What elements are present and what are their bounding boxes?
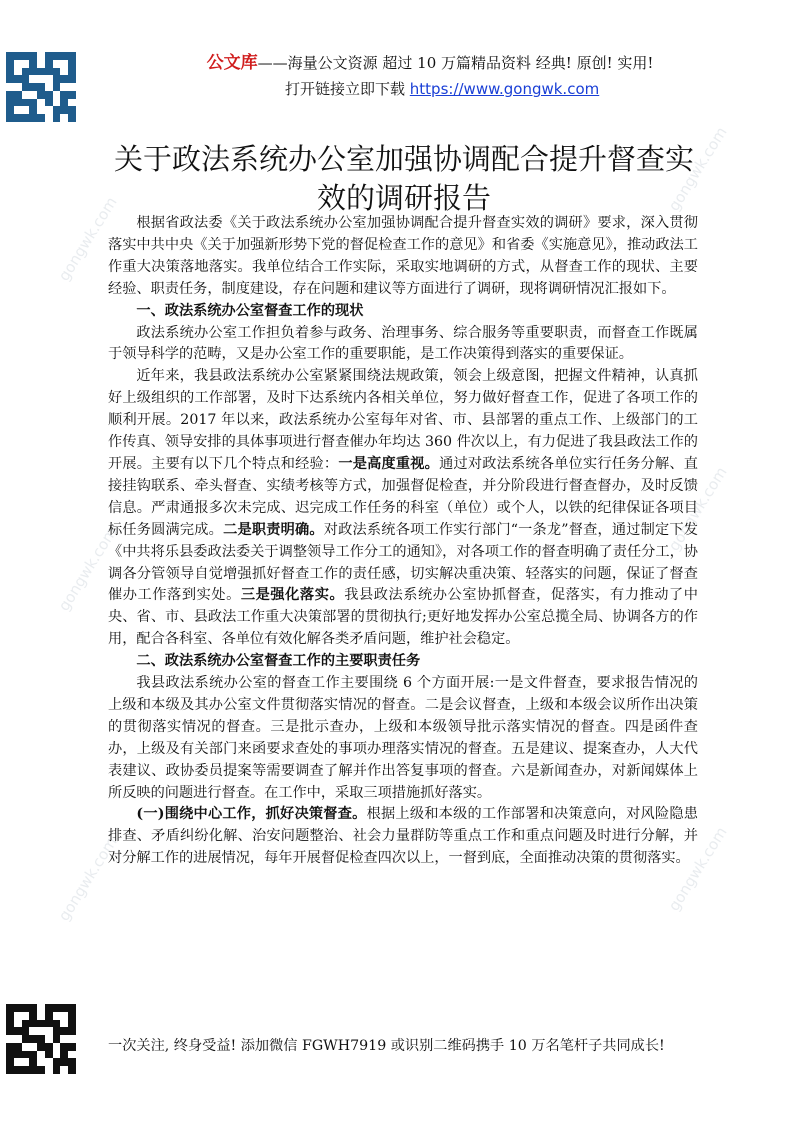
watermark: gongwk.com — [54, 833, 121, 925]
tagline: ——海量公文资源 超过 10 万篇精品资料 经典! 原创! 实用! — [257, 54, 654, 72]
watermark: gongwk.com — [54, 523, 121, 615]
text-run: 通过对政法系统各单位实行任务分解、直接挂钩联系、牵头督查、实绩考核等方式，加强督促检查，并分阶段进行督查督办，及时反馈信息。严肃通报多次未完成、迟完成工作任务的科室（单位）或个人，以铁的纪律保证各项目标任务圆满完成。 — [108, 455, 698, 538]
paragraph: 政法系统办公室工作担负着参与政务、治理事务、综合服务等重要职责，而督查工作既属于领导科学的范畴，又是办公室工作的重要职能，是工作决策得到落实的重要保证。 — [108, 324, 698, 363]
section-heading: 一、政法系统办公室督查工作的现状 — [136, 302, 364, 319]
bold-run: (一)围绕中心工作，抓好决策督查。 — [136, 806, 367, 823]
bold-run: 一是高度重视。 — [338, 455, 440, 472]
document-title: 关于政法系统办公室加强协调配合提升督查实效的调研报告 — [113, 142, 694, 215]
page-header — [130, 50, 730, 102]
section-heading: 二、政法系统办公室督查工作的主要职责任务 — [136, 653, 421, 670]
brand-name[interactable]: 公文库 — [206, 53, 258, 73]
text-run: 我县政法系统办公室协抓督查，促落实，有力推动了中央、省、市、县政法工作重大决策部署的贯彻执行;更好地发挥办公室总揽全局、协调各方的作用，配合各科室、各单位有效化解各类矛盾问题，维护社会稳定。 — [108, 587, 698, 648]
qr-code-top — [6, 52, 76, 122]
bold-run: 三是强化落实。 — [240, 587, 345, 604]
watermark: gongwk.com — [664, 823, 731, 915]
footer-note: 一次关注, 终身受益! 添加微信 FGWH7919 或识别二维码携手 10 万名笔杆子共同成长! — [108, 1038, 665, 1054]
paragraph: 我县政法系统办公室的督查工作主要围绕 6 个方面开展:一是文件督查，要求报告情况的上级和本级及其办公室文件贯彻落实情况的督查。二是会议督查，上级和本级会议所作出决策的贯彻落实情况的督查。三是批示查办，上级和本级领导批示落实情况的督查。四是函件查办，上级及有关部门来函要求查处的事项办理落实情况的督查。五是建议、提案查办，人大代表建议、政协委员提案等需要调查了解并作出答复事项的督查。六是新闻查办，对新闻媒体上所反映的问题进行督查。在工作中，采取三项措施抓好落实。 — [108, 675, 698, 801]
watermark: gongwk.com — [664, 463, 731, 555]
watermark: gongwk.com — [664, 123, 731, 215]
download-text: 打开链接立即下载 — [285, 80, 410, 98]
text-run: 根据上级和本级的工作部署和决策意向，对风险隐患排查、矛盾纠纷化解、治安问题整治、社会力量群防等重点工作和重点问题及时进行分解，并对分解工作的进展情况，每年开展督促检查四次以上，一督到底，全面推动决策的贯彻落实。 — [108, 806, 698, 867]
site-link[interactable]: https://www.gongwk.com — [409, 80, 600, 98]
paragraph — [108, 366, 698, 651]
paragraph: 根据省政法委《关于政法系统办公室加强协调配合提升督查实效的调研》要求，深入贯彻落实中共中央《关于加强新形势下党的督促检查工作的意见》和省委《实施意见》，推动政法工作重大决策落地落实。我单位结合工作实际，采取实地调研的方式，从督查工作的现状、主要经验、职责任务，制度建设，存在问题和建议等方面进行了调研，现将调研情况汇报如下。 — [108, 215, 698, 297]
paragraph — [108, 804, 698, 870]
watermark: gongwk.com — [54, 193, 121, 285]
text-run: 近年来，我县政法系统办公室紧紧围绕法规政策，领会上级意图，把握文件精神，认真抓好上级组织的工作部署，及时下达系统内各相关单位，努力做好督查工作，促进了各项工作的顺利开展。2017 年以来，政法系统办公室每年对省、市、县部署的重点工作、上级部门的工作传真、领导安排的具体事项进行督查催办年均达 360 件次以上，有力促进了我县政法工作的开展。主要有以下几个特点和经验： — [108, 368, 698, 472]
text-run: 对政法系统各项工作实行部门“一条龙”督查，通过制定下发《中共将乐县委政法委关于调整领导工作分工的通知》，对各项工作的督查明确了责任分工，协调各分管领导自觉增强抓好督查工作的责任感，切实解决重决策、轻落实的问题，保证了督查催办工作落到实处。 — [108, 521, 698, 604]
qr-code-bottom — [6, 1004, 76, 1074]
bold-run: 二是职责明确。 — [223, 521, 324, 538]
document-body — [108, 213, 698, 870]
